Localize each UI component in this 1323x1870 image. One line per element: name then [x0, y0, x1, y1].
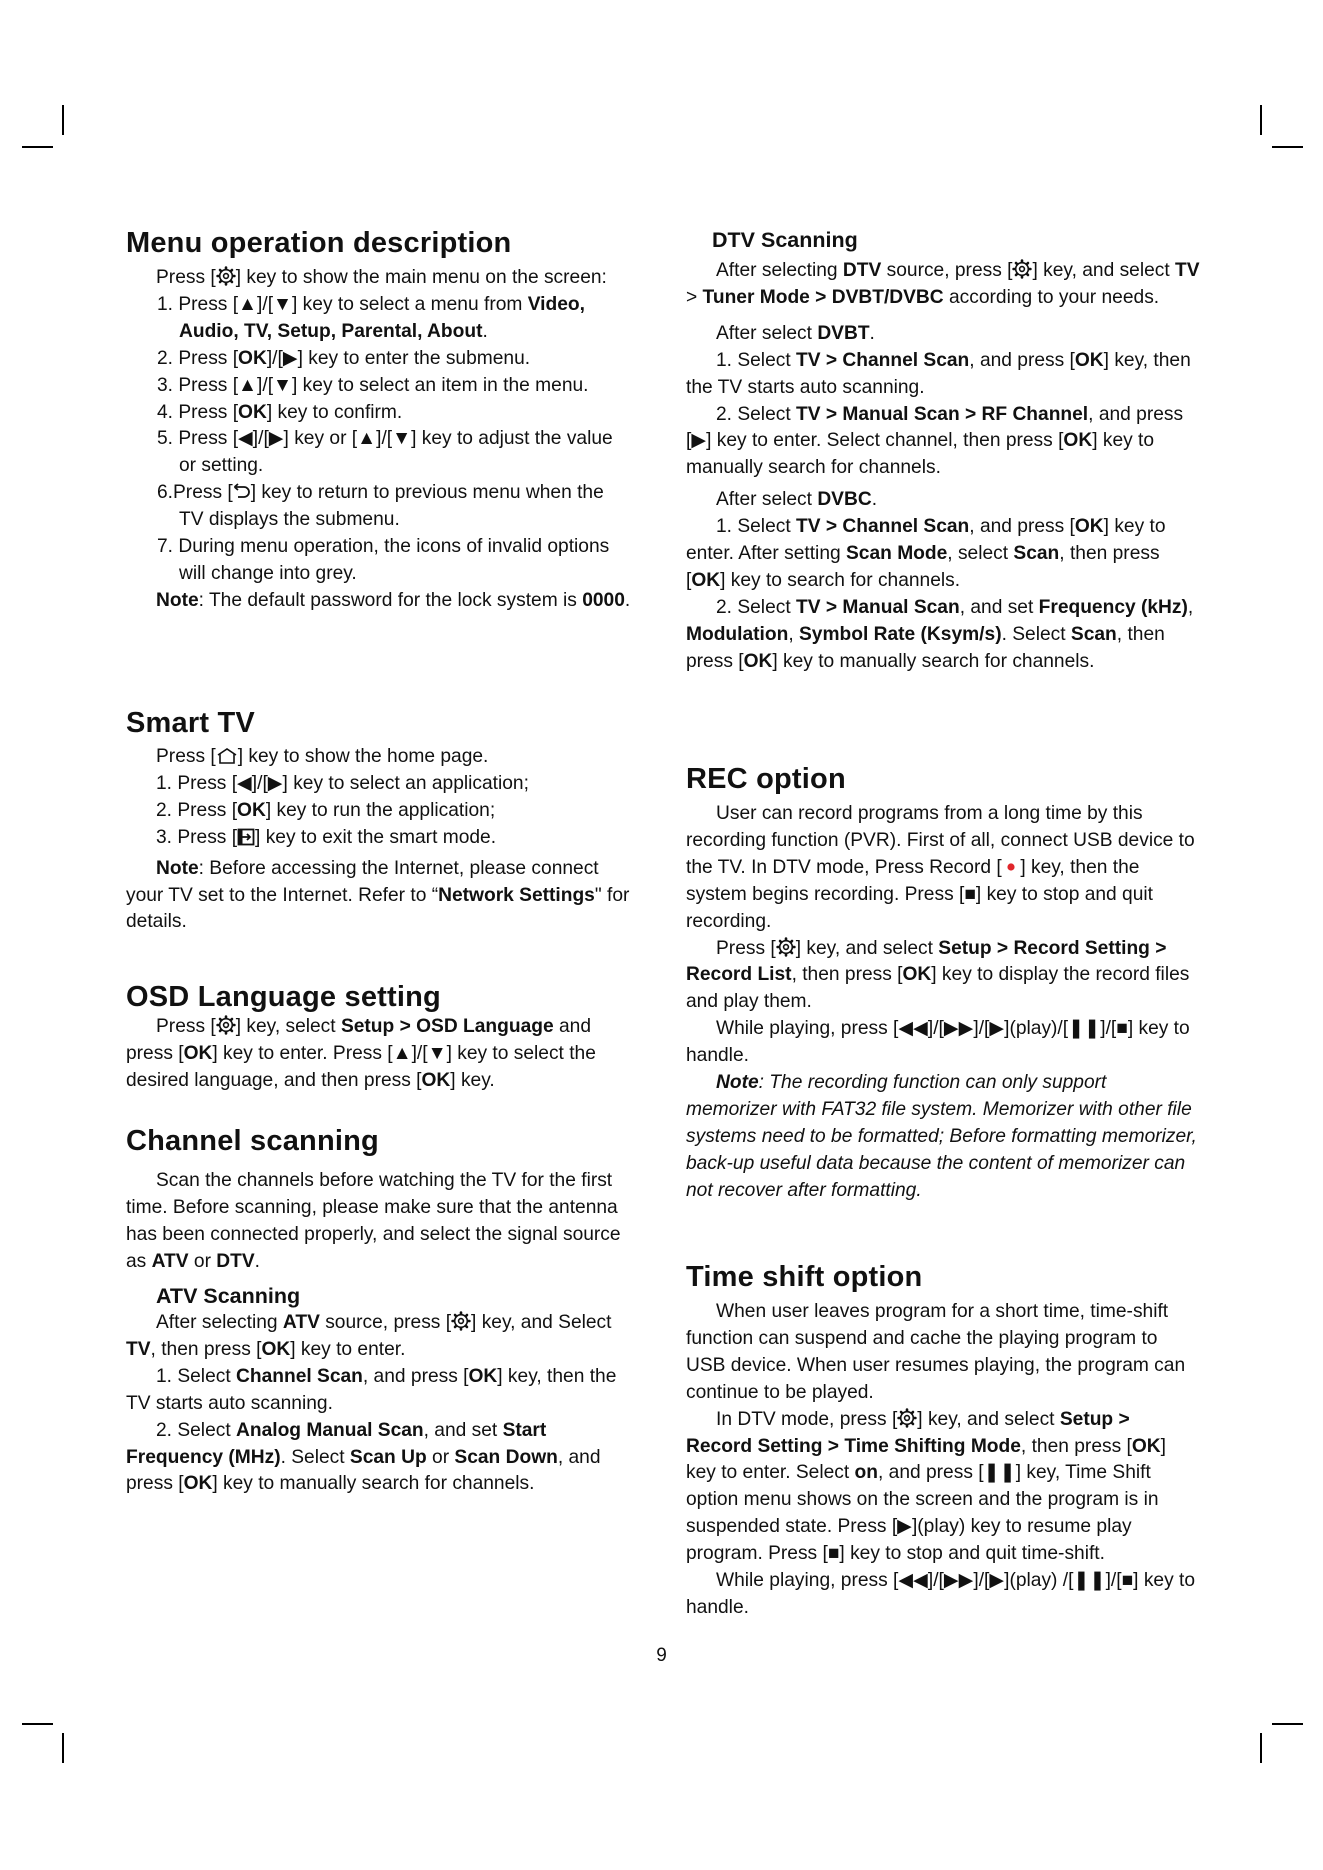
return-icon — [233, 483, 251, 501]
list-item: 6.Press [ ] key to return to previous menu when the TV displays the submenu. — [157, 482, 604, 531]
crop-mark — [62, 1733, 64, 1763]
note: Note: Before accessing the Internet, please connect your TV set to the Internet. Refer to “Network Settings" for details. — [126, 857, 630, 933]
list-item: 5. Press [◀]/[▶] key or [▲]/[▼] key to adjust the value or setting. — [157, 428, 613, 477]
section-osd-language — [126, 980, 632, 1095]
crop-mark — [1272, 1723, 1303, 1725]
note: Note: The recording function can only support memorizer with FAT32 file system. Memorizer with other file systems need to be formatted; Before formatting memorizer, back-up useful data because the content of memorizer can not recover after formatting. — [686, 1072, 1197, 1201]
section-title: OSD Language setting — [126, 981, 441, 1013]
section-atv-scanning — [126, 1282, 632, 1498]
section-smart-tv — [126, 706, 632, 936]
settings-gear-icon — [1012, 259, 1032, 279]
settings-gear-icon — [216, 266, 236, 286]
crop-mark — [62, 105, 64, 135]
paragraph: Press [ ] key, select Setup > OSD Language and press [OK] key to enter. Press [▲]/[▼] key to select the desired language, and then press [OK] key. — [126, 1016, 596, 1091]
settings-gear-icon — [776, 937, 796, 957]
crop-mark — [22, 146, 53, 148]
paragraph: 1. Select TV > Channel Scan, and press [OK] key to enter. After setting Scan Mode, select Scan, then press [OK] key to search for channels. — [686, 516, 1166, 591]
paragraph: In DTV mode, press [ ] key, and select Setup > Record Setting > Time Shifting Mode, then press [OK] key to enter. Select on, and press [❚❚] key, Time Shift option menu shows on the screen and the program is in suspended state. Press [▶](play) key to resume play program. Press [■] key to stop and quit time-shift. — [686, 1408, 1166, 1565]
paragraph: Press [ ] key to show the home page. — [156, 746, 489, 767]
list-item: 3. Press [▲]/[▼] key to select an item in the menu. — [157, 374, 589, 396]
paragraph: After selecting DTV source, press [ ] key, and select TV > Tuner Mode > DVBT/DVBC according to your needs. — [686, 260, 1200, 308]
paragraph: After selecting ATV source, press [ ] key, and Select TV, then press [OK] key to enter. — [126, 1312, 612, 1360]
section-title: Channel scanning — [126, 1125, 379, 1157]
section-subtitle: ATV Scanning — [156, 1284, 301, 1308]
list-item: 1. Press [▲]/[▼] key to select a menu from Video, Audio, TV, Setup, Parental, About. — [157, 293, 585, 342]
section-title: REC option — [686, 763, 846, 795]
paragraph: Scan the channels before watching the TV for the first time. Before scanning, please make sure that the antenna has been connected properly, and select the signal source as ATV or DTV. — [126, 1170, 621, 1272]
settings-gear-icon — [897, 1408, 917, 1428]
section-subtitle: DTV Scanning — [712, 228, 858, 252]
paragraph: User can record programs from a long time by this recording function (PVR). First of all, connect USB device to the TV. In DTV mode, Press Record [ ] key, then the system begins recording. Press [■] key to stop and quit recording. — [686, 803, 1195, 932]
crop-mark — [1260, 105, 1262, 135]
section-time-shift — [686, 1260, 1200, 1622]
record-dot-icon — [1007, 863, 1015, 871]
paragraph: 2. Select Analog Manual Scan, and set Start Frequency (MHz). Select Scan Up or Scan Down, and press [OK] key to manually search for channels. — [126, 1419, 601, 1495]
paragraph: While playing, press [◀◀]/[▶▶]/[▶](play) /[❚❚]/[■] key to handle. — [686, 1570, 1196, 1618]
crop-mark — [1260, 1733, 1262, 1763]
settings-gear-icon — [216, 1015, 236, 1035]
section-menu-operation — [126, 226, 632, 615]
list-item: 3. Press [ ] key to exit the smart mode. — [156, 826, 497, 848]
paragraph: After select DVBT. — [716, 322, 875, 344]
paragraph: Press [ ] key, and select Setup > Record Setting > Record List, then press [OK] key to display the record files and play them. — [686, 937, 1190, 1013]
list-item: 2. Press [OK] key to run the application; — [156, 799, 496, 821]
list-item: 1. Press [◀]/[▶] key to select an application; — [156, 772, 529, 794]
crop-mark — [22, 1723, 53, 1725]
section-dtv-scanning — [686, 226, 1200, 676]
list-item: 4. Press [OK] key to confirm. — [157, 401, 403, 423]
note: Note: The default password for the lock system is 0000. — [156, 589, 631, 611]
paragraph: 1. Select Channel Scan, and press [OK] key, then the TV starts auto scanning. — [126, 1365, 617, 1414]
section-channel-scanning — [126, 1124, 632, 1276]
section-title: Menu operation description — [126, 227, 512, 259]
list-item: 7. During menu operation, the icons of invalid options will change into grey. — [157, 536, 610, 584]
paragraph: 1. Select TV > Channel Scan, and press [OK] key, then the TV starts auto scanning. — [686, 349, 1191, 398]
section-title: Time shift option — [686, 1261, 923, 1293]
paragraph: When user leaves program for a short time, time-shift function can suspend and cache the playing program to USB device. When user resumes playing, the program can continue to be played. — [686, 1301, 1186, 1403]
paragraph: Press [ ] key to show the main menu on the screen: — [156, 267, 607, 288]
paragraph: After select DVBC. — [716, 489, 878, 511]
exit-icon — [237, 828, 255, 846]
list-item: 2. Press [OK]/[▶] key to enter the submenu. — [157, 347, 531, 369]
section-rec-option — [686, 762, 1200, 1205]
paragraph: 2. Select TV > Manual Scan, and set Frequency (kHz), Modulation, Symbol Rate (Ksym/s). Select Scan, then press [OK] key to manually search for channels. — [686, 596, 1194, 672]
crop-mark — [1272, 146, 1303, 148]
home-icon — [216, 747, 238, 765]
settings-gear-icon — [451, 1311, 471, 1331]
paragraph: While playing, press [◀◀]/[▶▶]/[▶](play)/[❚❚]/[■] key to handle. — [686, 1018, 1190, 1067]
paragraph: 2. Select TV > Manual Scan > RF Channel, and press [▶] key to enter. Select channel, then press [OK] key to manually search for channels. — [686, 403, 1184, 479]
page-number: 9 — [656, 1645, 667, 1666]
section-title: Smart TV — [126, 707, 255, 739]
